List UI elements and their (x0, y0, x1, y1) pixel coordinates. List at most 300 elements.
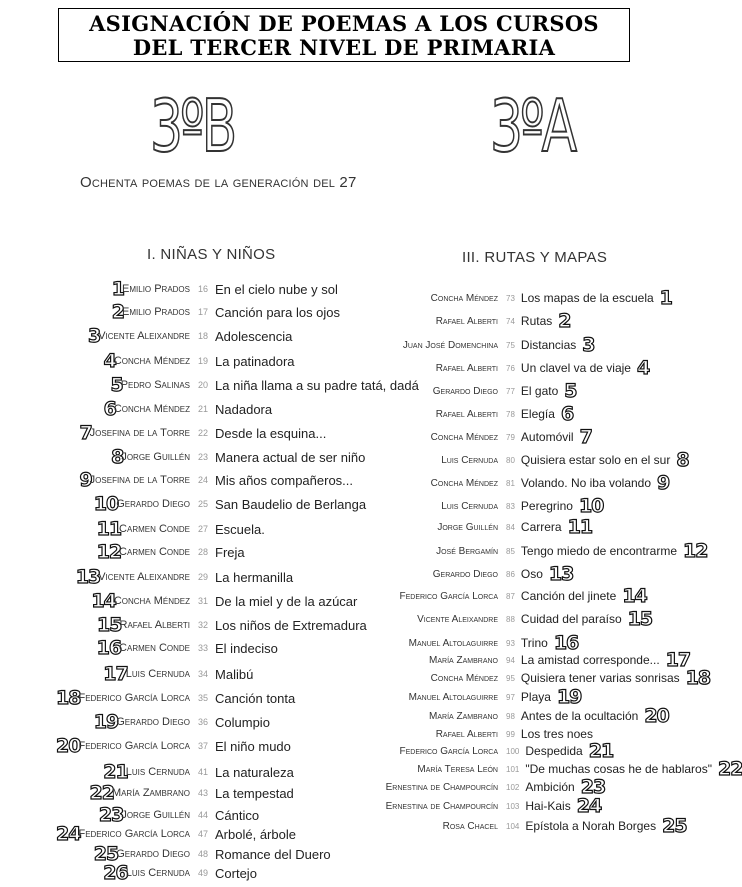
list-item (56, 689, 190, 707)
page-number: 48 (198, 849, 209, 859)
list-item-detail (190, 543, 245, 561)
list-item-detail (499, 778, 605, 796)
list-item (409, 634, 498, 652)
page-number: 22 (198, 428, 209, 438)
assignment-number: 20 (56, 735, 81, 757)
poem-title: Trino (520, 636, 548, 650)
list-item (94, 495, 190, 513)
page-number: 100 (506, 746, 520, 756)
list-item-detail (190, 280, 338, 298)
poem-title: "De muchas cosas he de hablaros" (525, 762, 712, 776)
poem-author: Jorge Guillén (437, 521, 498, 533)
page-number: 78 (506, 409, 515, 419)
poem-title: La hermanilla (215, 569, 294, 585)
poem-author: Ernestina de Champourcín (385, 800, 498, 812)
assignment-number: 8 (111, 446, 124, 468)
assignment-number: 6 (560, 403, 574, 425)
list-item-detail (499, 742, 613, 760)
poem-title: El niño mudo (215, 738, 291, 754)
poem-author: Gerardo Diego (116, 716, 190, 728)
poem-author: Federico García Lorca (78, 692, 190, 704)
poem-author: María Zambrano (111, 787, 190, 799)
poem-title: Columpio (215, 714, 270, 730)
page-number: 73 (506, 293, 515, 303)
poem-author: Gerardo Diego (116, 848, 190, 860)
list-item-detail (499, 428, 592, 446)
poem-title: Malibú (215, 666, 254, 682)
list-item-detail (190, 845, 331, 863)
poem-author: María Zambrano (429, 654, 498, 666)
poem-author: Pedro Salinas (120, 379, 190, 391)
poem-author: Carmen Conde (119, 546, 190, 558)
list-item (386, 778, 498, 796)
poem-title: Carrera (520, 520, 562, 534)
list-item-detail (190, 376, 419, 394)
poem-author: Luis Cernuda (441, 500, 498, 512)
assignment-number: 6 (103, 398, 116, 420)
course-label-3a: 3ºA (490, 84, 575, 168)
poem-author: Rafael Alberti (435, 408, 498, 420)
list-item-detail (499, 497, 603, 515)
assignment-number: 13 (548, 563, 574, 585)
poem-author: Federico García Lorca (78, 828, 190, 840)
poem-author: Ernestina de Champourcín (385, 781, 498, 793)
list-item (97, 639, 190, 657)
poem-author: Josefina de la Torre (89, 427, 190, 439)
list-item-detail (499, 359, 649, 377)
poem-title: Canción del jinete (520, 589, 617, 603)
assignment-number: 18 (56, 687, 81, 709)
page-number: 88 (506, 614, 515, 624)
poem-title: Manera actual de ser niño (215, 449, 366, 465)
list-item (97, 543, 190, 561)
list-item-detail (499, 688, 581, 706)
list-item (436, 359, 498, 377)
poem-title: Canción para los ojos (215, 304, 341, 320)
page-number: 31 (198, 596, 209, 606)
poem-title: De la miel y de la azúcar (215, 593, 358, 609)
list-item-detail (499, 542, 707, 560)
poem-title: La patinadora (215, 353, 295, 369)
assignment-number: 2 (558, 310, 571, 332)
poem-title: Desde la esquina... (215, 425, 327, 441)
list-item (409, 688, 498, 706)
poem-title: Quisiera estar solo en el sur (520, 453, 671, 467)
list-item (436, 405, 498, 423)
assignment-number: 15 (627, 608, 653, 630)
list-item-detail (499, 474, 669, 492)
poem-author: Concha Méndez (113, 403, 190, 415)
poem-title: Romance del Duero (215, 846, 331, 862)
list-item-detail (190, 665, 253, 683)
poem-author: Carmen Conde (119, 642, 190, 654)
list-item (431, 669, 498, 687)
page-number: 24 (198, 475, 209, 485)
poem-author: Juan José Domenchina (402, 339, 498, 351)
poem-author: Gerardo Diego (116, 498, 190, 510)
page-number: 81 (506, 478, 515, 488)
list-item-detail (499, 451, 689, 469)
page-number: 94 (506, 655, 515, 665)
assignment-number: 20 (644, 705, 669, 727)
list-item (112, 303, 190, 321)
list-item-detail (190, 864, 257, 882)
page-number: 47 (198, 829, 209, 839)
poem-author: Carmen Conde (119, 523, 190, 535)
poem-title: La amistad corresponde... (520, 653, 660, 667)
list-item-detail (499, 634, 578, 652)
assignment-number: 22 (717, 758, 742, 780)
poem-title: Tengo miedo de encontrarme (520, 544, 677, 558)
assignment-number: 17 (665, 649, 691, 671)
page-number: 76 (506, 363, 515, 373)
assignment-number: 16 (553, 632, 579, 654)
page-number: 49 (198, 868, 209, 878)
poem-title: Los niños de Extremadura (215, 617, 367, 633)
section-heading-ninas-ninos: I. NIÑAS Y NIÑOS (147, 246, 276, 263)
poem-title: Antes de la ocultación (520, 709, 639, 723)
poem-author: Rosa Chacel (442, 820, 498, 832)
page-number: 43 (198, 788, 209, 798)
poem-author: Jorge Guillén (121, 809, 190, 821)
poem-title: Ambición (525, 780, 575, 794)
poem-author: Federico García Lorca (399, 745, 498, 757)
list-item-detail (499, 312, 571, 330)
poem-title: Playa (520, 690, 551, 704)
page-number: 23 (198, 452, 209, 462)
poem-author: Concha Méndez (430, 292, 498, 304)
assignment-number: 14 (91, 590, 116, 612)
poem-author: Rafael Alberti (119, 619, 190, 631)
list-item-detail (190, 520, 265, 538)
poem-author: Emilio Prados (122, 306, 190, 318)
poem-title: Cuidad del paraíso (520, 612, 622, 626)
poem-title: En el cielo nube y sol (215, 281, 338, 297)
poem-author: María Teresa León (417, 763, 498, 775)
assignment-number: 9 (657, 472, 670, 494)
assignment-number: 12 (683, 540, 708, 562)
assignment-number: 14 (622, 585, 647, 607)
list-item (436, 725, 498, 743)
poem-author: Luis Cernuda (125, 867, 190, 879)
list-item (110, 376, 190, 394)
poem-author: Emilio Prados (122, 283, 190, 295)
poem-title: Un clavel va de viaje (520, 361, 631, 375)
page-number: 16 (198, 284, 209, 294)
list-item-detail (190, 825, 296, 843)
assignment-number: 26 (103, 862, 128, 884)
poem-author: Manuel Altolaguirre (408, 691, 498, 703)
page-number: 102 (506, 782, 520, 792)
poem-title: Cortejo (215, 865, 257, 881)
assignment-number: 21 (103, 761, 128, 783)
poem-title: Mis años compañeros... (215, 472, 354, 488)
list-item (111, 448, 190, 466)
list-item (399, 587, 498, 605)
poem-title: Hai-Kais (525, 799, 571, 813)
list-item (437, 518, 498, 536)
list-item (441, 497, 498, 515)
list-item (429, 651, 498, 669)
list-item-detail (190, 639, 278, 657)
list-item (443, 817, 498, 835)
assignment-number: 25 (93, 843, 119, 865)
assignment-number: 19 (556, 686, 582, 708)
page-number: 21 (198, 404, 209, 414)
section-heading-rutas-mapas: III. RUTAS Y MAPAS (462, 249, 608, 266)
page-number: 85 (506, 546, 515, 556)
poem-author: Concha Méndez (113, 595, 190, 607)
poem-author: Vicente Aleixandre (417, 613, 498, 625)
list-item-detail (190, 400, 272, 418)
page-number: 20 (198, 380, 209, 390)
page-number: 101 (506, 764, 520, 774)
poem-title: La naturaleza (215, 764, 294, 780)
assignment-number: 5 (564, 380, 577, 402)
assignment-number: 18 (685, 667, 711, 689)
assignment-number: 13 (75, 566, 101, 588)
poem-title: Elegía (520, 407, 555, 421)
assignment-number: 11 (96, 518, 122, 540)
list-item (88, 327, 190, 345)
title-line-1: ASIGNACIÓN DE POEMAS A LOS CURSOS (89, 11, 599, 36)
list-item-detail (190, 806, 259, 824)
list-item (436, 312, 498, 330)
list-item-detail (499, 336, 595, 354)
poem-author: Rafael Alberti (435, 362, 498, 374)
list-item (97, 520, 190, 538)
page-number: 27 (198, 524, 209, 534)
list-item (99, 806, 190, 824)
assignment-number: 4 (103, 350, 116, 372)
assignment-number: 10 (93, 493, 119, 515)
page-number: 33 (198, 643, 209, 653)
list-item (436, 542, 498, 560)
poem-title: Epístola a Norah Borges (525, 819, 657, 833)
assignment-number: 5 (110, 374, 123, 396)
poem-title: Quisiera tener varias sonrisas (520, 671, 680, 685)
list-item (103, 864, 190, 882)
list-item (441, 451, 498, 469)
list-item-detail (190, 352, 295, 370)
page-number: 41 (198, 767, 209, 777)
page-number: 84 (506, 522, 515, 532)
page-number: 104 (506, 821, 520, 831)
poem-title: Freja (215, 544, 245, 560)
poem-author: Concha Méndez (113, 355, 190, 367)
poem-title: El indeciso (215, 640, 278, 656)
list-item-detail (499, 669, 710, 687)
page-number: 75 (506, 340, 515, 350)
assignment-number: 3 (87, 325, 101, 347)
list-item-detail (499, 518, 592, 536)
list-item-detail (499, 405, 573, 423)
page-number: 86 (506, 569, 515, 579)
page-number: 99 (506, 729, 515, 739)
poem-author: Concha Méndez (430, 477, 498, 489)
list-item-detail (499, 797, 601, 815)
course-label-3b: 3ºB (150, 84, 235, 168)
list-item (433, 565, 498, 583)
poem-author: José Bergamín (436, 545, 498, 557)
list-item (91, 592, 190, 610)
poem-author: Luis Cernuda (125, 766, 190, 778)
list-item-detail (190, 495, 366, 513)
list-item-detail (190, 713, 270, 731)
page-number: 83 (506, 501, 515, 511)
assignment-number: 7 (579, 426, 592, 448)
assignment-number: 24 (56, 823, 81, 845)
poem-title: Adolescencia (215, 328, 293, 344)
poem-author: Concha Méndez (430, 672, 498, 684)
poem-author: Rafael Alberti (435, 315, 498, 327)
page-number: 97 (506, 692, 515, 702)
assignment-number: 23 (580, 776, 606, 798)
page-number: 103 (506, 801, 520, 811)
list-item (433, 382, 498, 400)
list-item-detail (499, 587, 647, 605)
list-item (104, 352, 190, 370)
poem-title: Peregrino (520, 499, 573, 513)
page-number: 87 (506, 591, 515, 601)
page-number: 34 (198, 669, 209, 679)
list-item (56, 825, 190, 843)
poem-title: San Baudelio de Berlanga (215, 496, 367, 512)
poem-author: Manuel Altolaguirre (408, 637, 498, 649)
poem-author: Rafael Alberti (435, 728, 498, 740)
page-number: 28 (198, 547, 209, 557)
list-item (94, 845, 190, 863)
poem-author: Federico García Lorca (78, 740, 190, 752)
assignment-number: 16 (96, 637, 122, 659)
list-item (79, 424, 190, 442)
assignment-number: 10 (578, 495, 604, 517)
poem-title: Escuela. (215, 521, 265, 537)
page-number: 35 (198, 693, 209, 703)
list-item (76, 568, 190, 586)
list-item-detail (499, 289, 672, 307)
list-item-detail (499, 725, 593, 743)
poem-author: Concha Méndez (430, 431, 498, 443)
list-item-detail (190, 568, 293, 586)
list-item-detail (190, 471, 353, 489)
page-number: 79 (506, 432, 515, 442)
list-item (431, 289, 498, 307)
page-number: 19 (198, 356, 209, 366)
page-number: 18 (198, 331, 209, 341)
assignment-number: 23 (98, 804, 124, 826)
list-item-detail (499, 760, 742, 778)
list-item-detail (499, 565, 573, 583)
poem-title: Los tres noes (520, 727, 593, 741)
list-item-detail (190, 763, 294, 781)
poem-author: Josefina de la Torre (89, 474, 190, 486)
assignment-number: 4 (636, 357, 650, 379)
poem-author: Vicente Aleixandre (98, 571, 190, 583)
list-item-detail (190, 327, 292, 345)
assignment-number: 24 (576, 795, 602, 817)
page-number: 93 (506, 638, 515, 648)
page-number: 29 (198, 572, 209, 582)
page-number: 17 (198, 307, 209, 317)
list-item (431, 428, 498, 446)
assignment-number: 9 (79, 469, 92, 491)
page-number: 37 (198, 741, 209, 751)
list-item (56, 737, 190, 755)
list-item (403, 336, 498, 354)
list-item-detail (190, 424, 326, 442)
poem-title: Canción tonta (215, 690, 296, 706)
assignment-number: 7 (79, 422, 92, 444)
poem-title: Nadadora (215, 401, 273, 417)
list-item-detail (499, 707, 669, 725)
poem-author: Vicente Aleixandre (98, 330, 190, 342)
document-title (58, 8, 630, 62)
list-item (103, 665, 190, 683)
list-item-detail (499, 382, 577, 400)
poem-author: Gerardo Diego (432, 385, 498, 397)
poem-title: Rutas (520, 314, 553, 328)
assignment-number: 17 (103, 663, 128, 685)
poem-title: Los mapas de la escuela (520, 291, 654, 305)
list-item-detail (190, 303, 340, 321)
title-line-2: DEL TERCER NIVEL DE PRIMARIA (132, 35, 556, 60)
list-item (431, 474, 498, 492)
list-item (417, 610, 498, 628)
list-item-detail (499, 651, 690, 669)
list-item (112, 280, 190, 298)
list-item (79, 471, 190, 489)
poem-title: Distancias (520, 338, 577, 352)
assignment-number: 2 (111, 301, 125, 323)
assignment-number: 19 (93, 711, 119, 733)
poem-title: Cántico (215, 807, 260, 823)
poem-title: Despedida (525, 744, 583, 758)
list-item-detail (190, 737, 291, 755)
list-item-detail (499, 817, 687, 835)
page-number: 74 (506, 316, 515, 326)
list-item (103, 763, 190, 781)
assignment-number: 12 (96, 541, 122, 563)
poem-title: Automóvil (520, 430, 574, 444)
poem-author: María Zambrano (429, 710, 498, 722)
assignment-number: 15 (97, 614, 122, 636)
assignment-number: 3 (582, 334, 595, 356)
poem-author: Luis Cernuda (441, 454, 498, 466)
list-item-detail (499, 610, 652, 628)
poem-title: La tempestad (215, 785, 294, 801)
assignment-number: 1 (659, 287, 672, 309)
assignment-number: 1 (111, 278, 125, 300)
assignment-number: 25 (662, 815, 687, 837)
assignment-number: 11 (567, 516, 593, 538)
list-item (97, 616, 190, 634)
page-number: 95 (506, 673, 515, 683)
poem-author: Gerardo Diego (432, 568, 498, 580)
assignment-number: 8 (676, 449, 689, 471)
list-item (399, 742, 498, 760)
poem-author: Jorge Guillén (121, 451, 190, 463)
poem-title: La niña llama a su padre tatá, dadá (215, 377, 419, 393)
assignment-number: 22 (89, 782, 114, 804)
list-item (104, 400, 190, 418)
page-number: 25 (198, 499, 209, 509)
page-number: 80 (506, 455, 515, 465)
list-item (386, 797, 498, 815)
poem-author: Luis Cernuda (125, 668, 190, 680)
poem-title: El gato (520, 384, 559, 398)
book-subtitle: Ochenta poemas de la generación del 27 (80, 174, 357, 191)
